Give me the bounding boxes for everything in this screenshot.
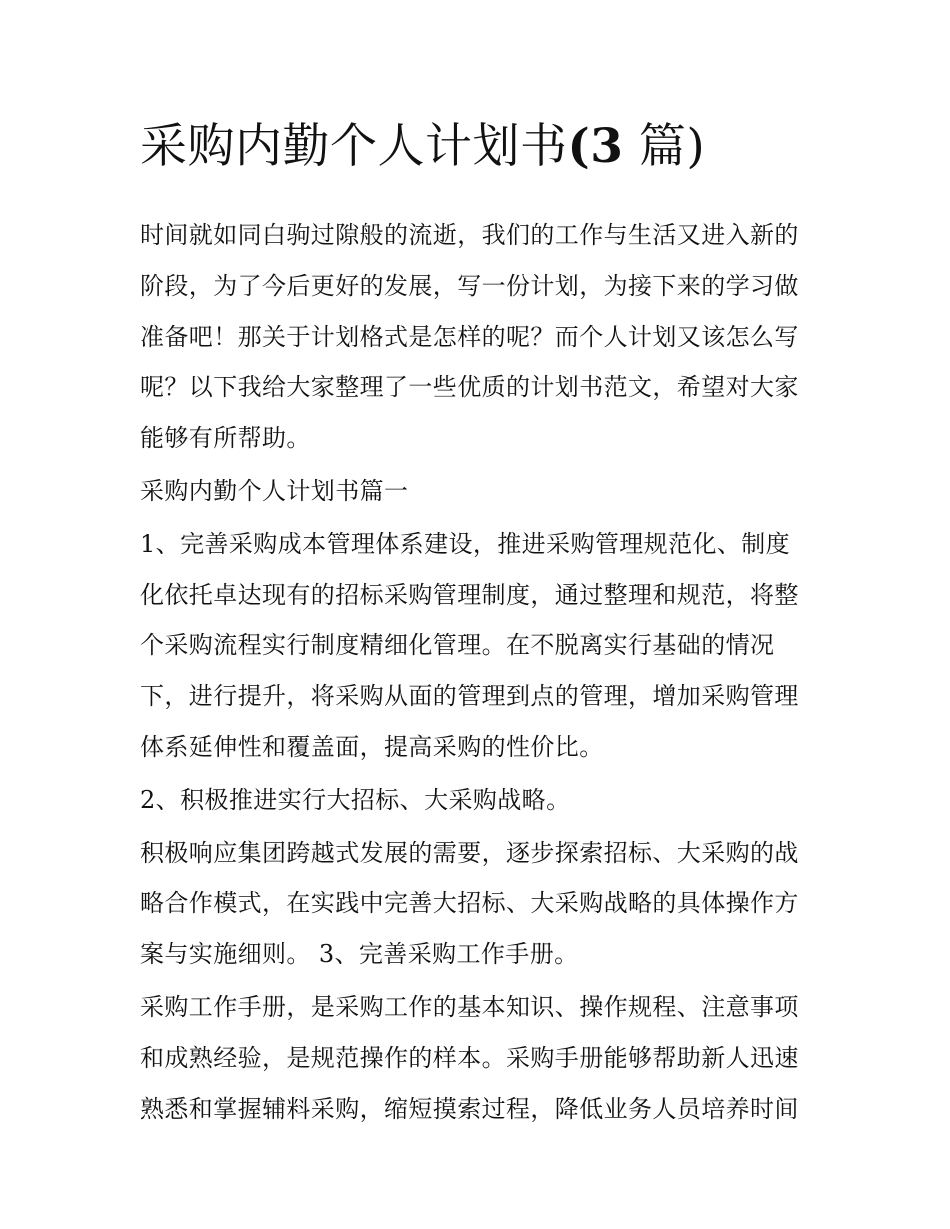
- intro-paragraph: 时间就如同白驹过隙般的流逝，我们的工作与生活又进入新的 阶段，为了今后更好的发展，写一份计划，为接下来的学习做 准备吧！那关于计划格式是怎样的呢？而个人计划又该怎么写 呢？以下我给大家整理了一些优质的计划书范文，希望对大家 能够有所帮助。: [140, 221, 799, 453]
- document-body: [140, 112, 812, 1136]
- title-suffix: 篇): [623, 119, 706, 174]
- title-count: (3: [567, 119, 624, 174]
- item-2-heading: 2、积极推进实行大招标、大采购战略。: [140, 785, 571, 814]
- item-1-paragraph: 1、完善采购成本管理体系建设，推进采购管理规范化、制度 化依托卓达现有的招标采购管理制度，通过整理和规范，将整 个采购流程实行制度精细化管理。在不脱离实行基础的情况 下，进行提升，将采购从面的管理到点的管理，增加采购管理 体系延伸性和覆盖面，提高采购的性价比。: [140, 529, 799, 761]
- document-title: [140, 112, 812, 182]
- item-3-paragraph: 采购工作手册，是采购工作的基本知识、操作规程、注意事项 和成熟经验，是规范操作的样本。采购手册能够帮助新人迅速 熟悉和掌握辅料采购，缩短摸索过程，降低业务人员培养时间: [140, 992, 799, 1123]
- section-heading: 采购内勤个人计划书篇一: [140, 476, 409, 505]
- title-text: 采购内勤个人计划书: [140, 119, 568, 174]
- item-2-paragraph: 积极响应集团跨越式发展的需要，逐步探索招标、大采购的战 略合作模式，在实践中完善大招标、大采购战略的具体操作方 案与实施细则。 3、完善采购工作手册。: [140, 838, 799, 969]
